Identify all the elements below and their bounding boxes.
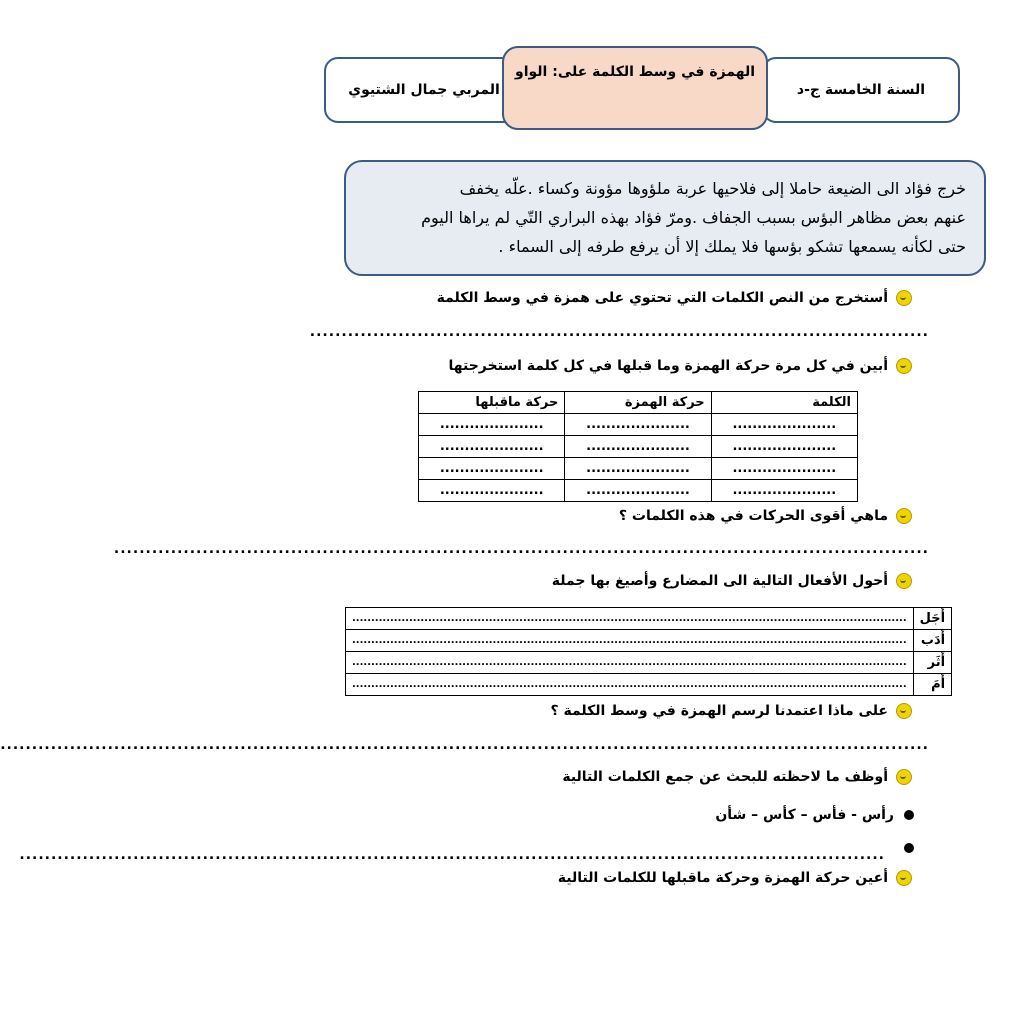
smiley-icon bbox=[896, 703, 912, 719]
question-6-text: أوظف ما لاحظته للبحث عن جمع الكلمات التالية bbox=[562, 769, 888, 785]
sentence-cell[interactable]: .................................................................................................................................................. bbox=[346, 652, 914, 674]
column-hamza-vowel: حركة الهمزة bbox=[565, 392, 711, 414]
question-3-text: ماهي أقوى الحركات في هذه الكلمات ؟ bbox=[618, 508, 888, 524]
question-7-text: أعين حركة الهمزة وحركة ماقبلها للكلمات التالية bbox=[557, 870, 888, 886]
table-row bbox=[419, 436, 858, 458]
smiley-icon bbox=[896, 769, 912, 785]
table-row bbox=[346, 608, 952, 630]
table-cell[interactable]: ..................... bbox=[711, 480, 857, 502]
answer-list-item bbox=[904, 843, 914, 853]
question-3 bbox=[619, 508, 912, 524]
passage-line-3: حتى لكأنه يسمعها تشكو بؤسها فلا يملك إلا أن يرفع طرفه إلى السماء . bbox=[498, 237, 966, 256]
table-cell[interactable]: ..................... bbox=[565, 458, 711, 480]
question-1 bbox=[437, 290, 912, 306]
smiley-icon bbox=[896, 290, 912, 306]
smiley-icon bbox=[896, 573, 912, 589]
question-7 bbox=[558, 870, 912, 886]
table-cell[interactable]: ..................... bbox=[419, 414, 565, 436]
hamza-analysis-table bbox=[418, 391, 858, 502]
sentence-cell[interactable]: .................................................................................................................................................. bbox=[346, 674, 914, 696]
verb-cell: أَمَ bbox=[913, 674, 951, 696]
lesson-title: الهمزة في وسط الكلمة على: الواو bbox=[515, 64, 755, 80]
table-row bbox=[346, 652, 952, 674]
table-cell[interactable]: ..................... bbox=[565, 480, 711, 502]
table-row bbox=[346, 674, 952, 696]
passage-line-2: عنهم بعض مظاهر البؤس بسبب الجفاف .ومرّ فؤاد بهذه البراري التّي لم يراها اليوم bbox=[421, 208, 966, 227]
verb-cell: أَدَب bbox=[913, 630, 951, 652]
table-header-row bbox=[419, 392, 858, 414]
verbs-table bbox=[345, 607, 952, 696]
smiley-icon bbox=[896, 870, 912, 886]
table-cell[interactable]: ..................... bbox=[711, 414, 857, 436]
question-4-text: أحول الأفعال التالية الى المضارع وأصيغ بها جملة bbox=[551, 573, 888, 589]
answer-line-3[interactable]: ................................................................................................................................. bbox=[113, 541, 929, 557]
table-row bbox=[419, 480, 858, 502]
answer-line-5[interactable]: ................................................................................................................................................... bbox=[0, 737, 929, 753]
question-5-text: على ماذا اعتمدنا لرسم الهمزة في وسط الكلمة ؟ bbox=[550, 703, 888, 719]
words-to-pluralize: رأس - فأس – كأس – شأن bbox=[715, 807, 894, 823]
answer-line-6[interactable]: ......................................................................................................................................... bbox=[19, 847, 885, 863]
sentence-cell[interactable]: .................................................................................................................................................. bbox=[346, 630, 914, 652]
reading-passage bbox=[344, 160, 986, 276]
teacher-name-box bbox=[324, 57, 524, 123]
question-4 bbox=[552, 573, 912, 589]
table-row bbox=[419, 414, 858, 436]
question-6 bbox=[562, 769, 912, 785]
question-2-text: أبين في كل مرة حركة الهمزة وما قبلها في كل كلمة استخرجتها bbox=[448, 358, 888, 374]
column-word: الكلمة bbox=[711, 392, 857, 414]
column-preceding-vowel: حركة ماقبلها bbox=[419, 392, 565, 414]
words-list-item bbox=[715, 807, 914, 823]
bullet-icon bbox=[904, 843, 914, 853]
table-row bbox=[419, 458, 858, 480]
table-cell[interactable]: ..................... bbox=[565, 436, 711, 458]
question-5 bbox=[551, 703, 912, 719]
teacher-name: المربي جمال الشتيوي bbox=[348, 82, 500, 98]
question-2 bbox=[449, 358, 913, 374]
passage-line-1: خرج فؤاد الى الضيعة حاملا إلى فلاحيها عربة ملؤوها مؤونة وكساء .علّه يخفف bbox=[459, 179, 966, 198]
verb-cell: أَثَر bbox=[913, 652, 951, 674]
lesson-title-box bbox=[502, 46, 768, 130]
table-cell[interactable]: ..................... bbox=[565, 414, 711, 436]
class-level: السنة الخامسة ج-د bbox=[796, 82, 926, 98]
table-cell[interactable]: ..................... bbox=[711, 458, 857, 480]
question-1-text: أستخرج من النص الكلمات التي تحتوي على همزة في وسط الكلمة bbox=[436, 290, 888, 306]
bullet-icon bbox=[904, 810, 914, 820]
smiley-icon bbox=[896, 358, 912, 374]
table-cell[interactable]: ..................... bbox=[419, 436, 565, 458]
verb-cell: أَجَل bbox=[913, 608, 951, 630]
table-row bbox=[346, 630, 952, 652]
class-level-box bbox=[762, 57, 960, 123]
table-cell[interactable]: ..................... bbox=[419, 480, 565, 502]
table-cell[interactable]: ..................... bbox=[711, 436, 857, 458]
smiley-icon bbox=[896, 508, 912, 524]
answer-line-1[interactable]: .................................................................................................. bbox=[309, 324, 929, 340]
table-cell[interactable]: ..................... bbox=[419, 458, 565, 480]
sentence-cell[interactable]: .................................................................................................................................................. bbox=[346, 608, 914, 630]
